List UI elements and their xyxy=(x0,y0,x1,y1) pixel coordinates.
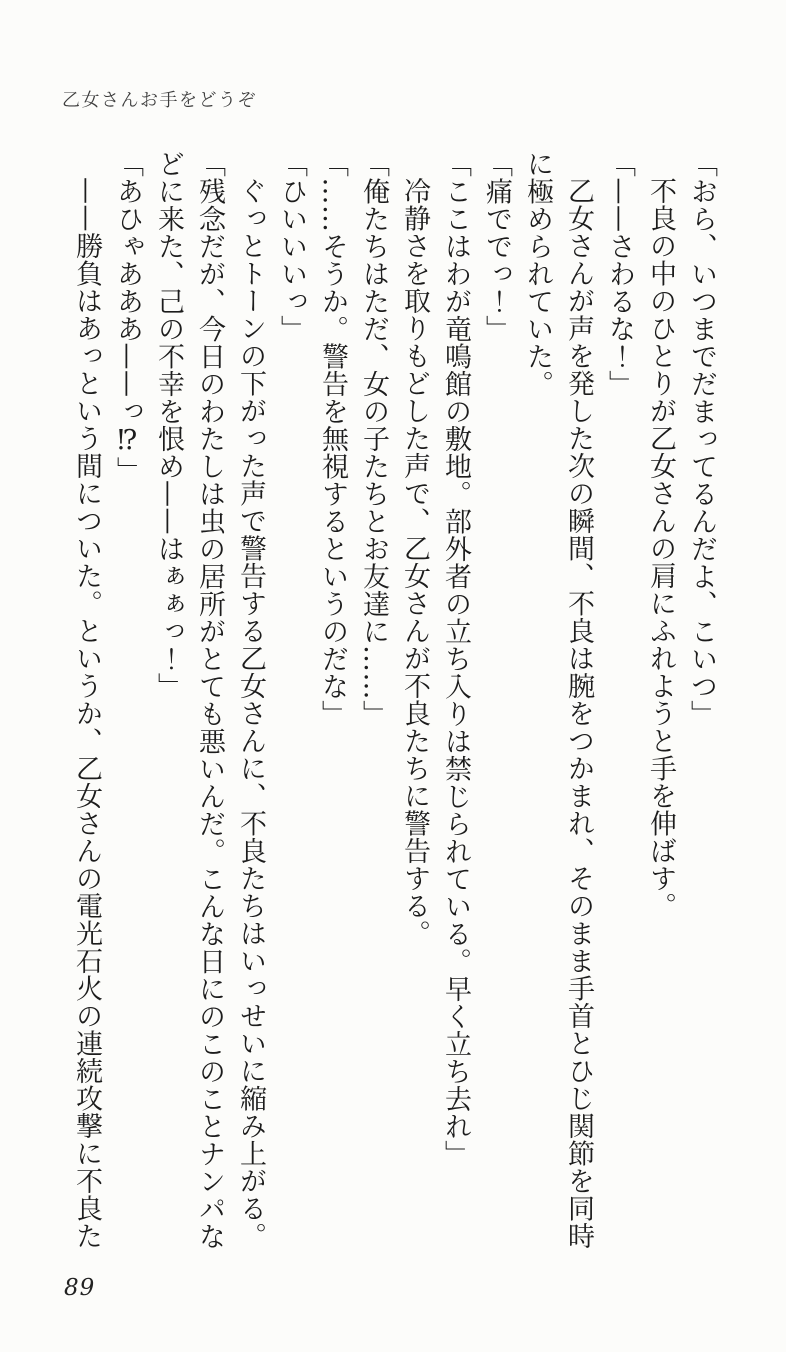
text-line: 「ここはわが竜鳴館の敷地。部外者の立ち入りは禁じられている。早く立ち去れ」 xyxy=(440,150,471,1168)
body-text xyxy=(66,150,722,1255)
text-line: 「……そうか。警告を無視するというのだな」 xyxy=(317,150,348,728)
text-line: 「あひゃあああ——っ⁉」 xyxy=(112,150,143,484)
text-line: 「痛ででっ！」 xyxy=(481,150,512,343)
text-line: ぐっとトーンの下がった声で警告する乙女さんに、不良たちはいっせいに縮み上がる。 xyxy=(235,177,266,1250)
text-line: 「俺たちはただ、女の子たちとお友達に……」 xyxy=(358,150,389,728)
text-line: 「おら、いつまでだまってるんだよ、こいつ」 xyxy=(686,150,717,728)
text-line: 不良の中のひとりが乙女さんの肩にふれようと手を伸ばす。 xyxy=(645,177,676,920)
text-line: 「残念だが、今日のわたしは虫の居所がとても悪いんだ。こんな日にのこのことナンパなどに来た、己の不幸を恨め——はぁぁっ！」 xyxy=(153,150,225,1250)
text-line: 冷静さを取りもどした声で、乙女さんが不良たちに警告する。 xyxy=(399,177,430,947)
text-line: 「——さわるな！」 xyxy=(604,150,635,398)
text-line: 「ひいいいっ」 xyxy=(276,150,307,343)
text-line: ——勝負はあっという間についた。というか、乙女さんの電光石火の連続攻撃に不良た xyxy=(71,177,102,1250)
page-number: 89 xyxy=(64,1275,96,1301)
running-title: 乙女さんお手をどうぞ xyxy=(62,90,257,111)
text-line: 乙女さんが声を発した次の瞬間、不良は腕をつかまれ、そのまま手首とひじ関節を同時に極められていた。 xyxy=(522,150,594,1250)
